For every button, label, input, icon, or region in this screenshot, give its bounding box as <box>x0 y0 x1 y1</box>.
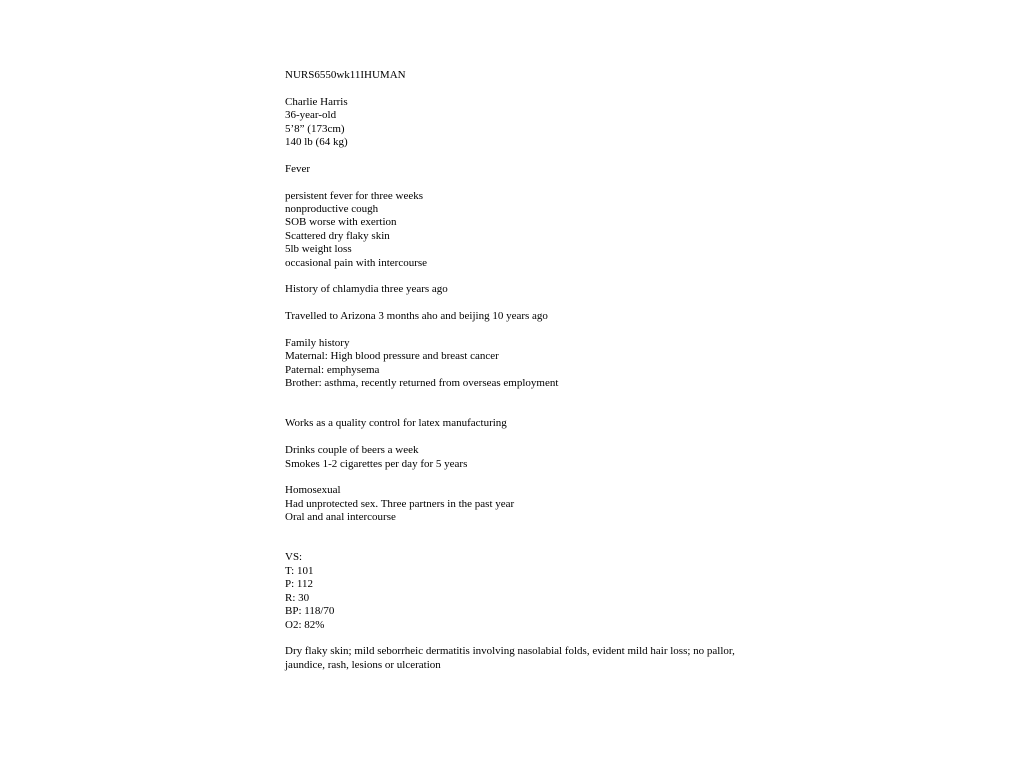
spacer <box>285 431 765 444</box>
vital-respiration: R: 30 <box>285 591 310 604</box>
family-history-heading: Family history <box>285 337 350 350</box>
spacer <box>285 270 765 283</box>
family-history-brother: Brother: asthma, recently returned from overseas employment <box>285 377 559 390</box>
symptom-item: nonproductive cough <box>285 203 379 216</box>
vital-oxygen: O2: 82% <box>285 618 325 631</box>
spacer <box>285 82 765 95</box>
vitals-heading: VS: <box>285 551 303 564</box>
document-page <box>285 69 765 672</box>
spacer <box>285 632 765 645</box>
sexual-history <box>285 484 765 524</box>
document-title: NURS6550wk11IHUMAN <box>285 69 406 81</box>
medical-history: History of chlamydia three years ago <box>285 283 448 296</box>
spacer <box>285 324 765 337</box>
spacer <box>285 176 765 189</box>
vital-signs <box>285 551 765 631</box>
patient-info <box>285 96 765 150</box>
family-history-maternal: Maternal: High blood pressure and breast cancer <box>285 350 499 363</box>
sexual-history-item: Homosexual <box>285 484 341 497</box>
spacer <box>285 391 765 418</box>
habit-item: Smokes 1-2 cigarettes per day for 5 years <box>285 457 468 470</box>
spacer <box>285 297 765 310</box>
chief-complaint: Fever <box>285 162 311 175</box>
travel-history: Travelled to Arizona 3 months aho and beijing 10 years ago <box>285 310 548 323</box>
symptom-item: persistent fever for three weeks <box>285 189 424 202</box>
spacer <box>285 471 765 484</box>
spacer <box>285 525 765 552</box>
symptom-item: Scattered dry flaky skin <box>285 229 390 242</box>
patient-weight: 140 lb (64 kg) <box>285 136 348 149</box>
patient-height: 5’8” (173cm) <box>285 122 345 135</box>
vital-blood-pressure: BP: 118/70 <box>285 605 335 618</box>
spacer <box>285 149 765 162</box>
symptom-item: SOB worse with exertion <box>285 216 397 229</box>
family-history-paternal: Paternal: emphysema <box>285 363 380 376</box>
family-history <box>285 337 765 391</box>
social-habits <box>285 444 765 471</box>
sexual-history-item: Had unprotected sex. Three partners in the past year <box>285 497 515 510</box>
symptom-item: occasional pain with intercourse <box>285 256 428 269</box>
vital-temperature: T: 101 <box>285 564 314 577</box>
sexual-history-item: Oral and anal intercourse <box>285 511 396 524</box>
vital-pulse: P: 112 <box>285 578 314 591</box>
symptom-item: 5lb weight loss <box>285 243 352 256</box>
patient-age: 36-year-old <box>285 109 337 122</box>
patient-name: Charlie Harris <box>285 95 348 108</box>
occupation: Works as a quality control for latex manufacturing <box>285 417 507 430</box>
symptom-list <box>285 190 765 270</box>
habit-item: Drinks couple of beers a week <box>285 444 419 457</box>
skin-exam: Dry flaky skin; mild seborrheic dermatitis involving nasolabial folds, evident mild hair loss; no pallor, jaundice, rash, lesions or ulceration <box>285 645 735 671</box>
